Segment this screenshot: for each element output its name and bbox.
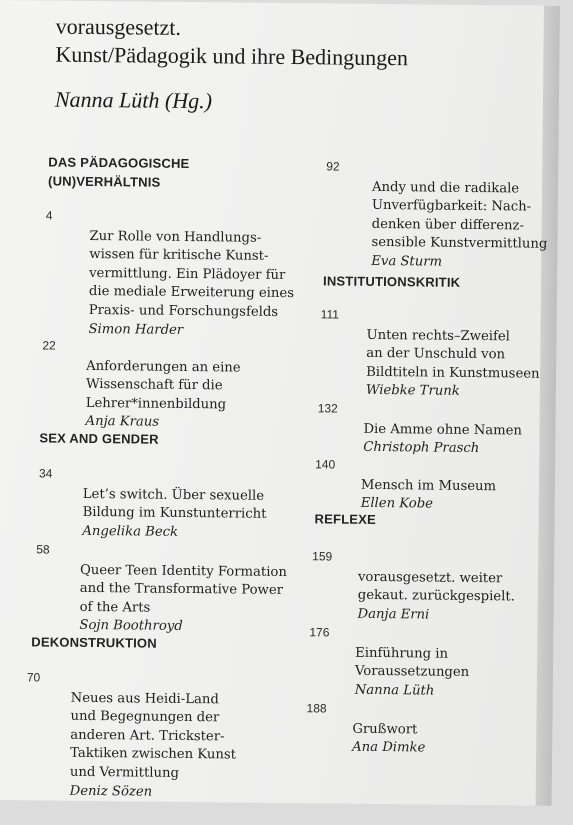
entry-title [352, 702, 553, 778]
entry-title-text: Anforderungen an eine Wissenschaft für die Lehrer*innenbildung [85, 358, 241, 413]
entry-author: Angelika Beck [82, 523, 179, 540]
entry-title-text: Die Amme ohne Namen [363, 421, 523, 439]
toc-right-column [306, 3, 553, 756]
entry-title [88, 209, 320, 360]
page-number: 111 [320, 307, 340, 322]
entry-title [360, 458, 561, 534]
entry-author: Simon Harder [88, 321, 184, 338]
entry-title-text: Queer Teen Identity Formation and the Transformative Power of the Arts [79, 562, 287, 616]
section-heading: REFLEXE [314, 511, 377, 527]
page-number: 132 [317, 401, 338, 416]
page-number: 92 [326, 159, 340, 174]
entry-title-text: Grußwort [352, 721, 418, 738]
section-heading: SEX AND GENDER [39, 430, 159, 447]
page-number: 58 [36, 542, 50, 557]
section-heading: INSTITUTIONSKRITIK [322, 273, 461, 290]
entry-author: Ellen Kobe [360, 495, 434, 512]
entry-title [69, 671, 301, 822]
page-number: 70 [26, 670, 41, 685]
entry-title-text: Unten rechts–Zweifel an der Unschuld von Bildtiteln in Kunstmuseen [366, 327, 540, 382]
entry-title-text: Einführung in Voraussetzungen [354, 645, 470, 681]
page-number: 176 [309, 625, 330, 640]
section-heading: DEKONSTRUKTION [31, 634, 157, 651]
page-number: 34 [38, 466, 53, 481]
entry-author: Eva Sturm [371, 253, 443, 270]
entry-title-text: Neues aus Heidi-Land und Begegnungen der anderen Art. Trickster- Taktiken zwischen Kunst und Vermittlung [69, 690, 237, 781]
entry-title-text: Andy und die radikale Unverfügbarkeit: Nach- denken über differenz- sensible Kunstvermittlung [371, 179, 548, 253]
entry-author: Anja Kraus [85, 414, 160, 431]
entry-author: Danja Erni [357, 606, 430, 623]
entry-author: Nanna Lüth [354, 682, 435, 699]
entry-title-text: Zur Rolle von Handlungs- wissen für kritische Kunst- vermittlung. Ein Plädoyer für die mediale Erweiterung eines Praxis- und Forschungsfelds [88, 228, 295, 320]
entry-author: Sojn Boothroyd [79, 618, 183, 635]
page-number: 22 [42, 338, 56, 353]
entry-title-text: Let’s switch. Über sexuelle Bildung im Kunstunterricht [82, 486, 267, 523]
entry-author: Wiebke Trunk [365, 383, 460, 400]
page-number: 159 [312, 549, 333, 564]
page-number: 4 [45, 208, 53, 223]
entry-author: Christoph Prasch [363, 440, 480, 457]
page-number: 188 [306, 701, 327, 716]
book-editor: Nanna Lüth (Hg.) [54, 86, 213, 114]
entry-author: Ana Dimke [352, 739, 426, 756]
book-title: vorausgesetzt. Kunst/Pädagogik und ihre Bedingungen [55, 13, 409, 71]
entry-title-text: vorausgesetzt. weiter gekaut. zurückgespielt. [357, 569, 515, 605]
section-heading: DAS PÄDAGOGISCHE (UN)VERHÄLTNIS [48, 154, 190, 190]
page-number: 140 [315, 457, 336, 472]
entry-title-text: Mensch im Museum [360, 477, 497, 494]
entry-author: Deniz Sözen [69, 783, 153, 800]
